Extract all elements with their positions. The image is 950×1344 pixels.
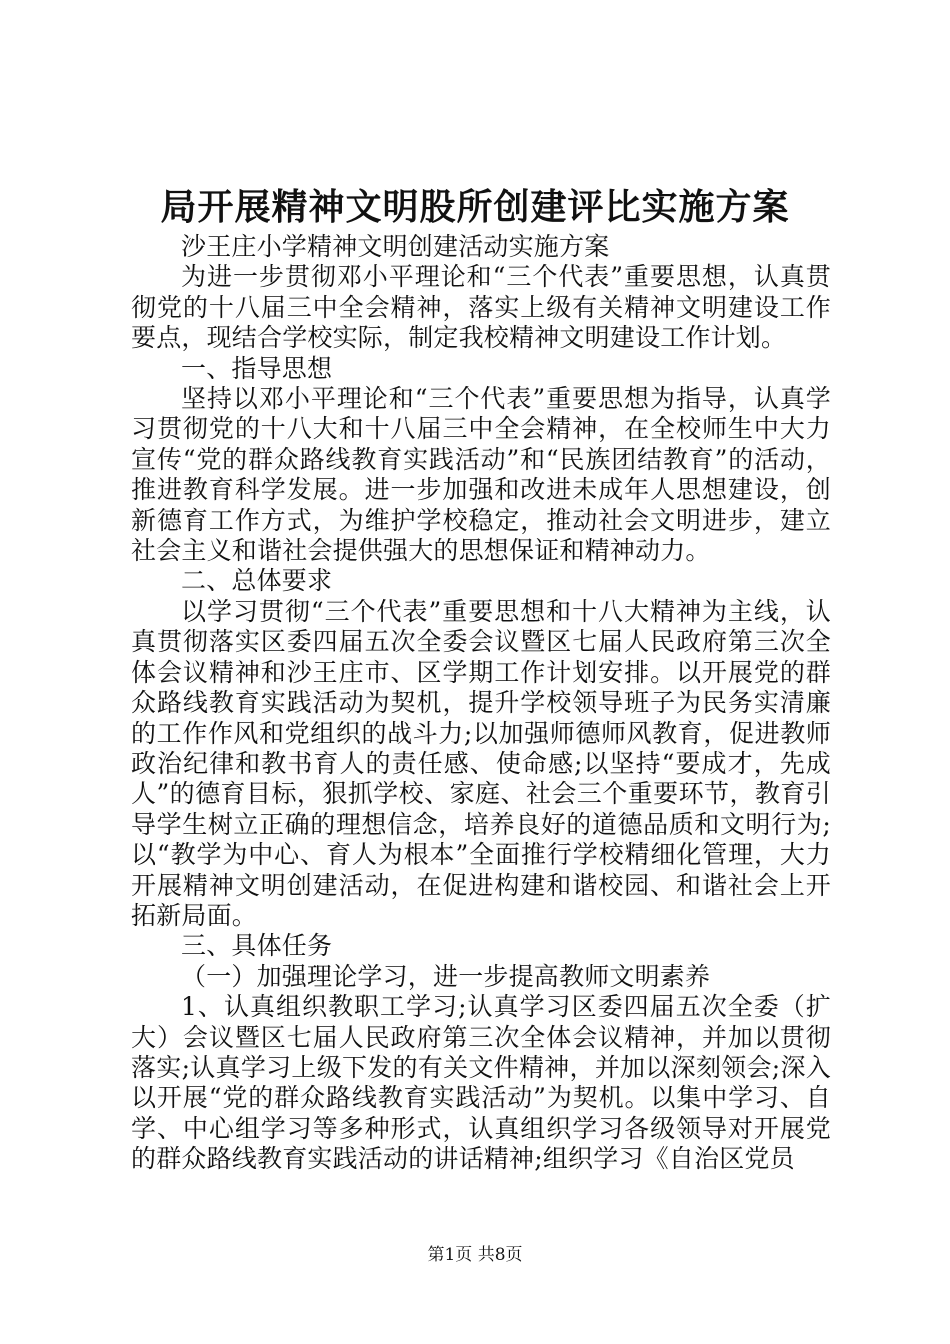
intro-paragraph: 为进一步贯彻邓小平理论和“三个代表”重要思想，认真贯彻党的十八届三中全会精神，落实上级有关精神文明建设工作要点，现结合学校实际，制定我校精神文明建设工作计划。: [131, 262, 831, 353]
page-number-label: 第1页 共8页: [427, 1245, 523, 1265]
document-title: 局开展精神文明股所创建评比实施方案: [160, 187, 790, 228]
section-heading-specific-tasks: 三、具体任务: [181, 931, 333, 961]
page-footer: [0, 1243, 950, 1267]
section-heading-guiding-thought: 一、指导思想: [181, 353, 333, 383]
overall-requirements-paragraph: 以学习贯彻“三个代表”重要思想和十八大精神为主线，认真贯彻落实区委四届五次全委会议暨区七届人民政府第三次全体会议精神和沙王庄市、区学期工作计划安排。以开展党的群众路线教育实践活动为契机，提升学校领导班子为民务实清廉的工作作风和党组织的战斗力;以加强师德师风教育，促进教师政治纪律和教书育人的责任感、使命感;以坚持“要成才，先成人”的德育目标，狠抓学校、家庭、社会三个重要环节，教育引导学生树立正确的理想信念，培养良好的道德品质和文明行为;以“教学为中心、育人为根本”全面推行学校精细化管理，大力开展精神文明创建活动，在促进构建和谐校园、和谐社会上开拓新局面。: [131, 596, 831, 930]
subtitle-paragraph: 沙王庄小学精神文明创建活动实施方案: [181, 232, 610, 261]
theory-study-paragraph: 1、认真组织教职工学习;认真学习区委四届五次全委（扩大）会议暨区七届人民政府第三次全体会议精神，并加以贯彻落实;认真学习上级下发的有关文件精神，并加以深刻领会;深入以开展“党的群众路线教育实践活动”为契机。以集中学习、自学、中心组学习等多种形式，认真组织学习各级领导对开展党的群众路线教育实践活动的讲话精神;组织学习《自治区党员: [131, 992, 831, 1174]
subsection-heading-theory-study: （一）加强理论学习，进一步提高教师文明素养: [181, 961, 711, 991]
guiding-thought-paragraph: 坚持以邓小平理论和“三个代表”重要思想为指导，认真学习贯彻党的十八大和十八届三中全会精神，在全校师生中大力宣传“党的群众路线教育实践活动”和“民族团结教育”的活动，推进教育科学发展。进一步加强和改进未成年人思想建设，创新德育工作方式，为维护学校稳定，推动社会文明进步，建立社会主义和谐社会提供强大的思想保证和精神动力。: [131, 384, 831, 566]
section-heading-overall-requirements: 二、总体要求: [181, 566, 333, 596]
document-body: [131, 232, 831, 1175]
